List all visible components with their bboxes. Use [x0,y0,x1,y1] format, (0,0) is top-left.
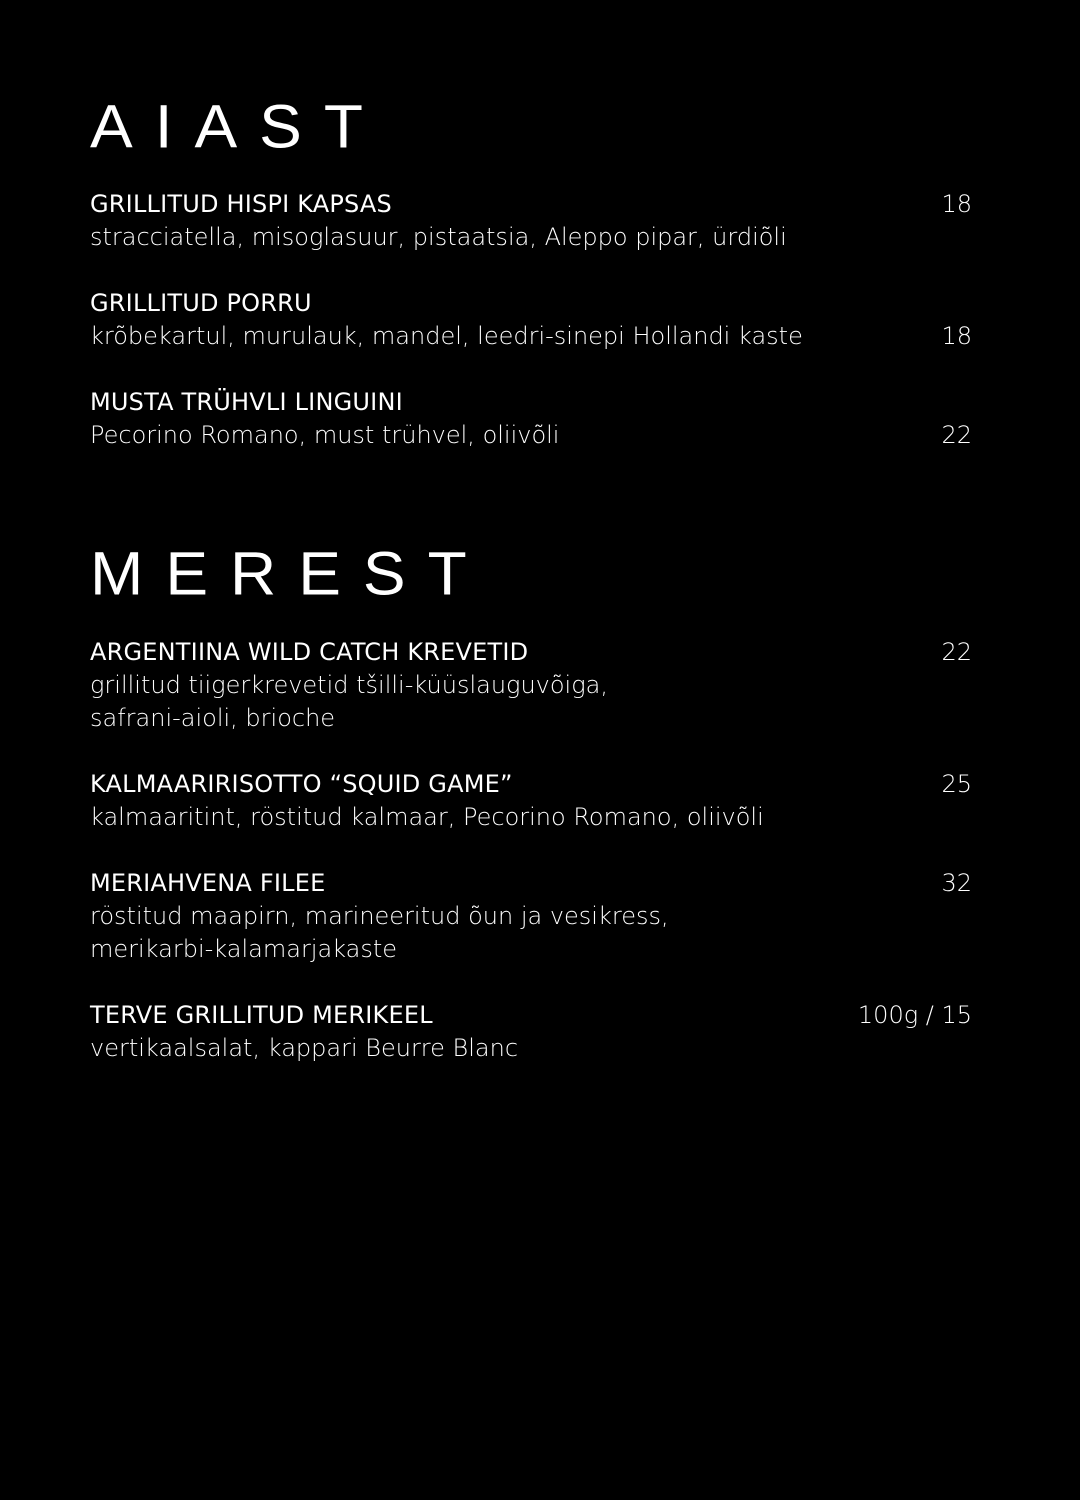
item-name: ARGENTIINA WILD CATCH KREVETID [90,638,529,666]
menu-item [90,768,972,834]
item-name: GRILLITUD PORRU [90,289,312,317]
item-description-line: krõbekartul, murulauk, mandel, leedri-sinepi Hollandi kaste [90,322,803,350]
item-description [90,419,850,452]
item-description [90,801,850,834]
item-description-line: stracciatella, misoglasuur, pistaatsia, Aleppo pipar, ürdiõli [90,223,787,251]
item-description-line: vertikaalsalat, kappari Beurre Blanc [90,1034,519,1062]
item-price: 25 [941,770,972,798]
item-name: MUSTA TRÜHVLI LINGUINI [90,388,403,416]
item-description-line: röstitud maapirn, marineeritud õun ja vesikress, [90,902,669,930]
section-title: AIAST [90,92,385,161]
item-description-line: merikarbi-kalamarjakaste [90,935,398,963]
item-name: TERVE GRILLITUD MERIKEEL [90,1001,433,1029]
menu-item [90,636,972,735]
item-name: MERIAHVENA FILEE [90,869,326,897]
section-title: MEREST [90,539,489,608]
item-description [90,320,850,353]
item-price: 22 [941,638,972,666]
item-price: 22 [941,421,972,449]
item-description [90,221,850,254]
item-price: 18 [941,322,972,350]
menu-item [90,386,972,452]
item-name: KALMAARIRISOTTO “SQUID GAME” [90,770,513,798]
section-aiast [90,92,972,161]
item-description [90,669,850,735]
item-description [90,1032,850,1065]
menu-item [90,287,972,353]
menu-item [90,867,972,966]
item-description-line: grillitud tiigerkrevetid tšilli-küüslauguvõiga, [90,671,608,699]
item-description [90,900,850,966]
item-price: 18 [941,190,972,218]
section-merest [90,539,972,608]
item-price: 100g / 15 [857,1001,972,1029]
menu-item [90,999,972,1065]
item-description-line: kalmaaritint, röstitud kalmaar, Pecorino Romano, oliivõli [90,803,764,831]
menu-item [90,188,972,254]
item-price: 32 [941,869,972,897]
item-description-line: safrani-aioli, brioche [90,704,336,732]
item-description-line: Pecorino Romano, must trühvel, oliivõli [90,421,560,449]
item-name: GRILLITUD HISPI KAPSAS [90,190,392,218]
